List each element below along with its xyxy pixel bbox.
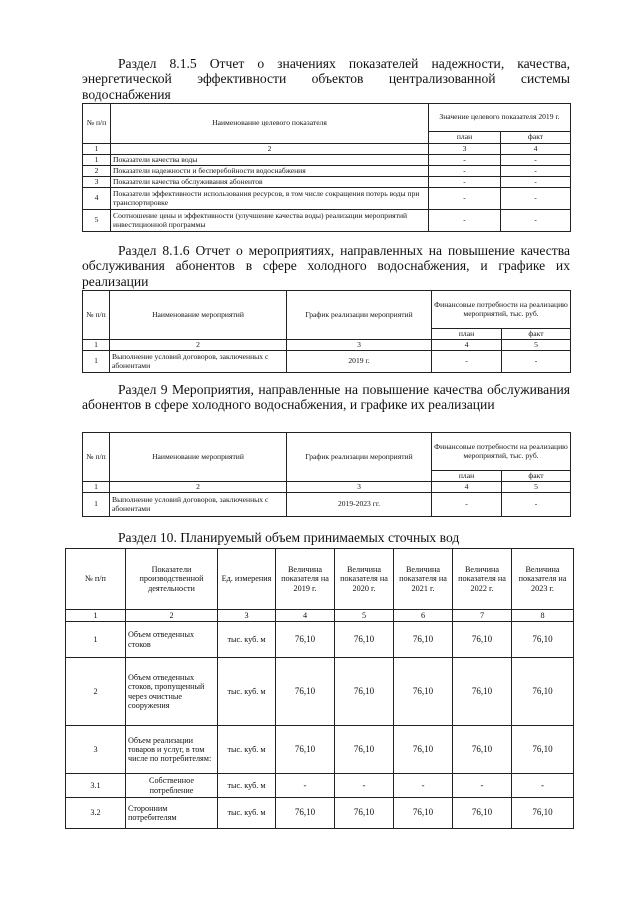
table-row <box>83 188 571 210</box>
row-number: 3 <box>66 726 126 774</box>
row-number: 1 <box>83 351 110 373</box>
header-unit: Ед. измерения <box>218 549 276 610</box>
row-value-2022: 76,10 <box>453 622 512 658</box>
table-row <box>83 351 571 373</box>
row-plan: - <box>429 166 501 177</box>
header-plan: план <box>429 132 501 144</box>
column-index: 4 <box>432 340 502 351</box>
section-9-heading-text: Раздел 9 Мероприятия, направленные на повышение качества обслуживания абонентов в сфере холодного водоснабжения, и графике их реализации <box>82 382 570 413</box>
header-schedule: График реализации мероприятий <box>287 433 432 482</box>
section-10-heading <box>82 530 570 545</box>
row-value-2022: - <box>453 774 512 798</box>
row-value-2022: 76,10 <box>453 726 512 774</box>
row-plan: - <box>429 210 501 232</box>
column-index: 3 <box>287 340 432 351</box>
column-index: 3 <box>429 144 501 155</box>
row-value-2020: - <box>335 774 394 798</box>
table-row <box>66 774 574 798</box>
row-fact: - <box>501 177 571 188</box>
row-indicator-name: Показатели качества обслуживания абонентов <box>111 177 429 188</box>
row-plan: - <box>429 177 501 188</box>
row-indicator: Собственное потребление <box>126 774 218 798</box>
row-indicator: Объем отведенных стоков, пропущенный через очистные сооружения <box>126 658 218 726</box>
column-index: 3 <box>287 482 432 493</box>
row-value-2022: 76,10 <box>453 658 512 726</box>
row-fact: - <box>501 210 571 232</box>
row-schedule: 2019 г. <box>287 351 432 373</box>
row-number: 1 <box>66 622 126 658</box>
column-index: 2 <box>110 482 287 493</box>
row-value-2019: 76,10 <box>276 658 335 726</box>
row-number: 3.1 <box>66 774 126 798</box>
row-value-2020: 76,10 <box>335 798 394 829</box>
header-plan: план <box>432 471 502 482</box>
row-value-2021: 76,10 <box>394 658 453 726</box>
header-indicator-name: Наименование целевого показателя <box>111 104 429 144</box>
row-indicator: Сторонним потребителям <box>126 798 218 829</box>
row-value-2023: 76,10 <box>512 726 574 774</box>
header-financial-needs: Финансовые потребности на реализацию мероприятий, тыс. руб. <box>432 433 571 471</box>
section-8-1-6-heading <box>82 243 570 289</box>
row-value-2023: 76,10 <box>512 798 574 829</box>
row-value-2022: 76,10 <box>453 798 512 829</box>
column-index: 1 <box>66 610 126 622</box>
row-number: 2 <box>83 166 111 177</box>
section-8-1-5-heading <box>82 56 570 102</box>
header-value-2021: Величина показателя на 2021 г. <box>394 549 453 610</box>
row-activity-name: Выполнение условий договоров, заключенных с абонентами <box>110 351 287 373</box>
column-index: 2 <box>126 610 218 622</box>
header-value-2019: Величина показателя на 2019 г. <box>276 549 335 610</box>
table-row <box>83 166 571 177</box>
column-index: 4 <box>501 144 571 155</box>
header-activity-name: Наименование мероприятий <box>110 291 287 340</box>
row-indicator-name: Показатели эффективности использования ресурсов, в том числе сокращения потерь воды при транспортировке <box>111 188 429 210</box>
header-activity-name: Наименование мероприятий <box>110 433 287 482</box>
header-number: № п/п <box>83 104 111 144</box>
row-unit: тыс. куб. м <box>218 622 276 658</box>
table-row <box>66 726 574 774</box>
row-plan: - <box>429 188 501 210</box>
row-indicator: Объем реализации товаров и услуг, в том числе по потребителям: <box>126 726 218 774</box>
header-number: № п/п <box>66 549 126 610</box>
header-fact: факт <box>502 471 571 482</box>
column-index: 4 <box>432 482 502 493</box>
header-value-2022: Величина показателя на 2022 г. <box>453 549 512 610</box>
column-index: 5 <box>335 610 394 622</box>
row-value-2020: 76,10 <box>335 726 394 774</box>
column-index: 2 <box>111 144 429 155</box>
row-value-2019: 76,10 <box>276 798 335 829</box>
row-value-2023: 76,10 <box>512 622 574 658</box>
row-plan: - <box>432 493 502 517</box>
row-fact: - <box>501 155 571 166</box>
row-unit: тыс. куб. м <box>218 726 276 774</box>
column-index: 6 <box>394 610 453 622</box>
section-10-heading-text: Раздел 10. Планируемый объем принимаемых сточных вод <box>118 530 460 545</box>
row-number: 4 <box>83 188 111 210</box>
row-number: 1 <box>83 155 111 166</box>
row-fact: - <box>501 166 571 177</box>
header-number: № п/п <box>83 433 110 482</box>
section-9-heading <box>82 382 570 413</box>
column-index: 5 <box>502 340 571 351</box>
row-value-2023: - <box>512 774 574 798</box>
column-index: 1 <box>83 340 110 351</box>
row-value-2020: 76,10 <box>335 658 394 726</box>
row-value-2020: 76,10 <box>335 622 394 658</box>
column-index: 7 <box>453 610 512 622</box>
table-row <box>83 493 571 517</box>
row-value-2019: 76,10 <box>276 726 335 774</box>
column-index: 1 <box>83 144 111 155</box>
column-index: 2 <box>110 340 287 351</box>
table-planned-activities <box>82 432 571 517</box>
table-activities-report <box>82 290 571 373</box>
column-index: 1 <box>83 482 110 493</box>
header-number: № п/п <box>83 291 110 340</box>
row-value-2023: 76,10 <box>512 658 574 726</box>
header-financial-needs: Финансовые потребности на реализацию мероприятий, тыс. руб. <box>432 291 571 329</box>
header-fact: факт <box>501 132 571 144</box>
section-8-1-5-heading-text: Раздел 8.1.5 Отчет о значениях показателей надежности, качества, энергетической эффективности объектов централизованной системы водоснабжения <box>82 56 570 102</box>
table-row <box>66 658 574 726</box>
row-value-2021: - <box>394 774 453 798</box>
row-indicator: Объем отведенных стоков <box>126 622 218 658</box>
table-row <box>66 798 574 829</box>
table-row <box>83 155 571 166</box>
column-index: 3 <box>218 610 276 622</box>
row-schedule: 2019-2023 гг. <box>287 493 432 517</box>
table-target-indicators <box>82 103 571 232</box>
column-index: 5 <box>502 482 571 493</box>
table-row <box>83 210 571 232</box>
header-target-value: Значение целевого показателя 2019 г. <box>429 104 571 132</box>
header-indicator: Показатели производственной деятельности <box>126 549 218 610</box>
section-8-1-6-heading-text: Раздел 8.1.6 Отчет о мероприятиях, направленных на повышение качества обслуживания абонентов в сфере холодного водоснабжения, и графике их реализации <box>82 243 570 289</box>
row-unit: тыс. куб. м <box>218 798 276 829</box>
row-value-2019: - <box>276 774 335 798</box>
row-value-2021: 76,10 <box>394 798 453 829</box>
row-unit: тыс. куб. м <box>218 658 276 726</box>
row-plan: - <box>432 351 502 373</box>
row-fact: - <box>502 351 571 373</box>
column-index: 4 <box>276 610 335 622</box>
row-number: 5 <box>83 210 111 232</box>
row-number: 1 <box>83 493 110 517</box>
header-value-2023: Величина показателя на 2023 г. <box>512 549 574 610</box>
row-indicator-name: Показатели качества воды <box>111 155 429 166</box>
row-activity-name: Выполнение условий договоров, заключенных с абонентами <box>110 493 287 517</box>
row-value-2019: 76,10 <box>276 622 335 658</box>
row-value-2021: 76,10 <box>394 622 453 658</box>
row-plan: - <box>429 155 501 166</box>
header-plan: план <box>432 329 502 340</box>
row-unit: тыс. куб. м <box>218 774 276 798</box>
row-fact: - <box>501 188 571 210</box>
row-number: 3.2 <box>66 798 126 829</box>
row-indicator-name: Соотношение цены и эффективности (улучшение качества воды) реализации мероприятий инвестиционной программы <box>111 210 429 232</box>
header-schedule: График реализации мероприятий <box>287 291 432 340</box>
column-index: 8 <box>512 610 574 622</box>
row-number: 3 <box>83 177 111 188</box>
table-row <box>83 177 571 188</box>
table-planned-wastewater <box>65 548 574 829</box>
row-fact: - <box>502 493 571 517</box>
header-value-2020: Величина показателя на 2020 г. <box>335 549 394 610</box>
table-row <box>66 622 574 658</box>
header-fact: факт <box>502 329 571 340</box>
row-number: 2 <box>66 658 126 726</box>
row-indicator-name: Показатели надежности и бесперебойности водоснабжения <box>111 166 429 177</box>
row-value-2021: 76,10 <box>394 726 453 774</box>
